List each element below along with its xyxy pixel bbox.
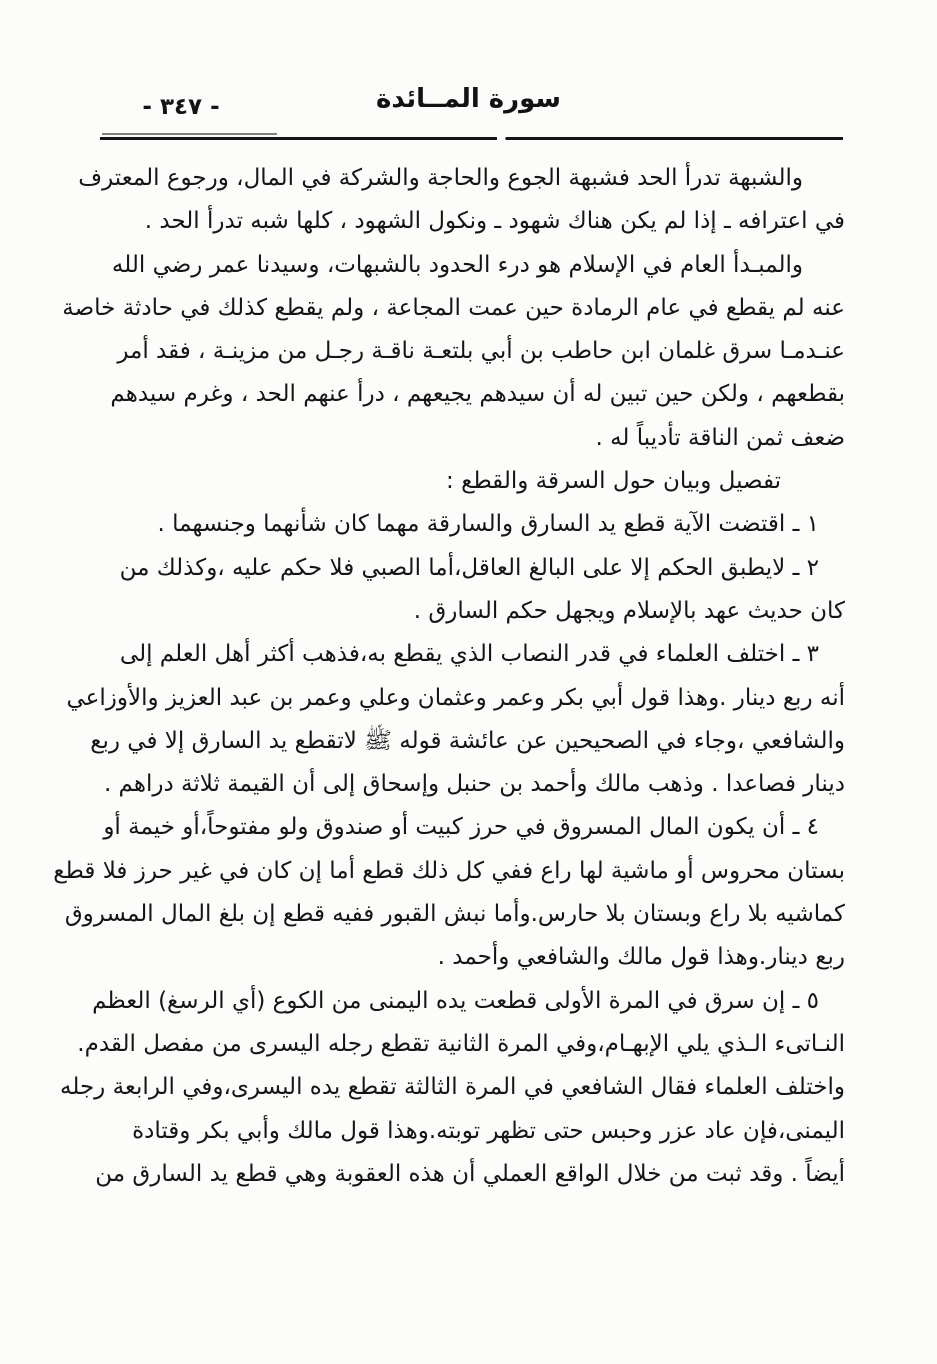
text-line: والشبهة تدرأ الحد فشبهة الجوع والحاجة والشركة في المال، ورجوع المعترف: [78, 165, 803, 191]
text-line: عنه لم يقطع في عام الرمادة حين عمت المجاعة ، ولم يقطع كذلك في حادثة خاصة: [62, 294, 845, 321]
text-line: بستان محروس أو ماشية لها راع ففي كل ذلك قطع أما إن كان في غير حرز فلا قطع: [53, 857, 845, 884]
text-line: أنه ربع دينار .وهذا قول أبي بكر وعمر وعثمان وعلي وعمر بن عبد العزيز والأوزاعي: [66, 684, 845, 711]
text-line: ٢ ـ لايطبق الحكم إلا على البالغ العاقل،أما الصبي فلا حكم عليه ،وكذلك من: [119, 554, 819, 581]
text-line: ١ ـ اقتضت الآية قطع يد السارق والسارقة مهما كان شأنهما وجنسهما .: [157, 511, 819, 538]
body-text: [53, 157, 845, 1196]
page-title: سورة المــائدة: [375, 84, 561, 114]
text-line: تفصيل وبيان حول السرقة والقطع :: [446, 468, 781, 495]
text-line: ٤ ـ أن يكون المال المسروق في حرز كبيت أو صندوق ولو مفتوحاً،أو خيمة أو: [103, 814, 819, 841]
text-line: عنـدمـا سرق غلمان ابن حاطب بن أبي بلتعـة ناقـة رجـل من مزينـة ، فقد أمر: [117, 338, 845, 365]
text-line: اليمنى،فإن عاد عزر وحبس حتى تظهر توبته.وهذا قول مالك وأبي بكر وقتادة: [132, 1117, 845, 1144]
text-line: ٣ ـ اختلف العلماء في قدر النصاب الذي يقطع به،فذهب أكثر أهل العلم إلى: [119, 641, 819, 668]
page-number: - ٣٤٧ -: [142, 94, 220, 120]
text-line: في اعترافه ـ إذا لم يكن هناك شهود ـ ونكول الشهود ، كلها شبه تدرأ الحد .: [144, 208, 845, 235]
text-line: كان حديث عهد بالإسلام ويجهل حكم السارق .: [413, 597, 845, 624]
text-line: أيضاً . وقد ثبت من خلال الواقع العملي أن هذه العقوبة وهي قطع يد السارق من: [95, 1160, 845, 1187]
header-divider-rule: [100, 137, 843, 140]
text-line: بقطعهم ، ولكن حين تبين له أن سيدهم يجيعهم ، درأ عنهم الحد ، وغرم سيدهم: [110, 381, 845, 408]
text-line: والمبـدأ العام في الإسلام هو درء الحدود بالشبهات، وسيدنا عمر رضي الله: [111, 251, 803, 278]
text-line: ضعف ثمن الناقة تأديباً له .: [595, 424, 845, 451]
text-line: واختلف العلماء فقال الشافعي في المرة الثالثة تقطع يده اليسرى،وفي الرابعة رجله: [60, 1074, 845, 1101]
text-line: والشافعي ،وجاء في الصحيحين عن عائشة قوله ﷺ لاتقطع يد السارق إلا في ربع: [90, 727, 845, 754]
text-line: ٥ ـ إن سرق في المرة الأولى قطعت يده اليمنى من الكوع (أي الرسغ) العظم: [92, 987, 819, 1014]
text-line: النـاتىء الـذي يلي الإبهـام،وفي المرة الثانية تقطع رجله اليسرى من مفصل القدم.: [77, 1030, 845, 1057]
text-line: كماشيه بلا راع وبستان بلا حارس.وأما نبش القبور ففيه قطع إن بلغ المال المسروق: [64, 901, 845, 928]
text-line: ربع دينار.وهذا قول مالك والشافعي وأحمد .: [437, 944, 845, 971]
text-line: دينار فصاعدا . وذهب مالك وأحمد بن حنبل وإسحاق إلى أن القيمة ثلاثة دراهم .: [103, 771, 845, 798]
